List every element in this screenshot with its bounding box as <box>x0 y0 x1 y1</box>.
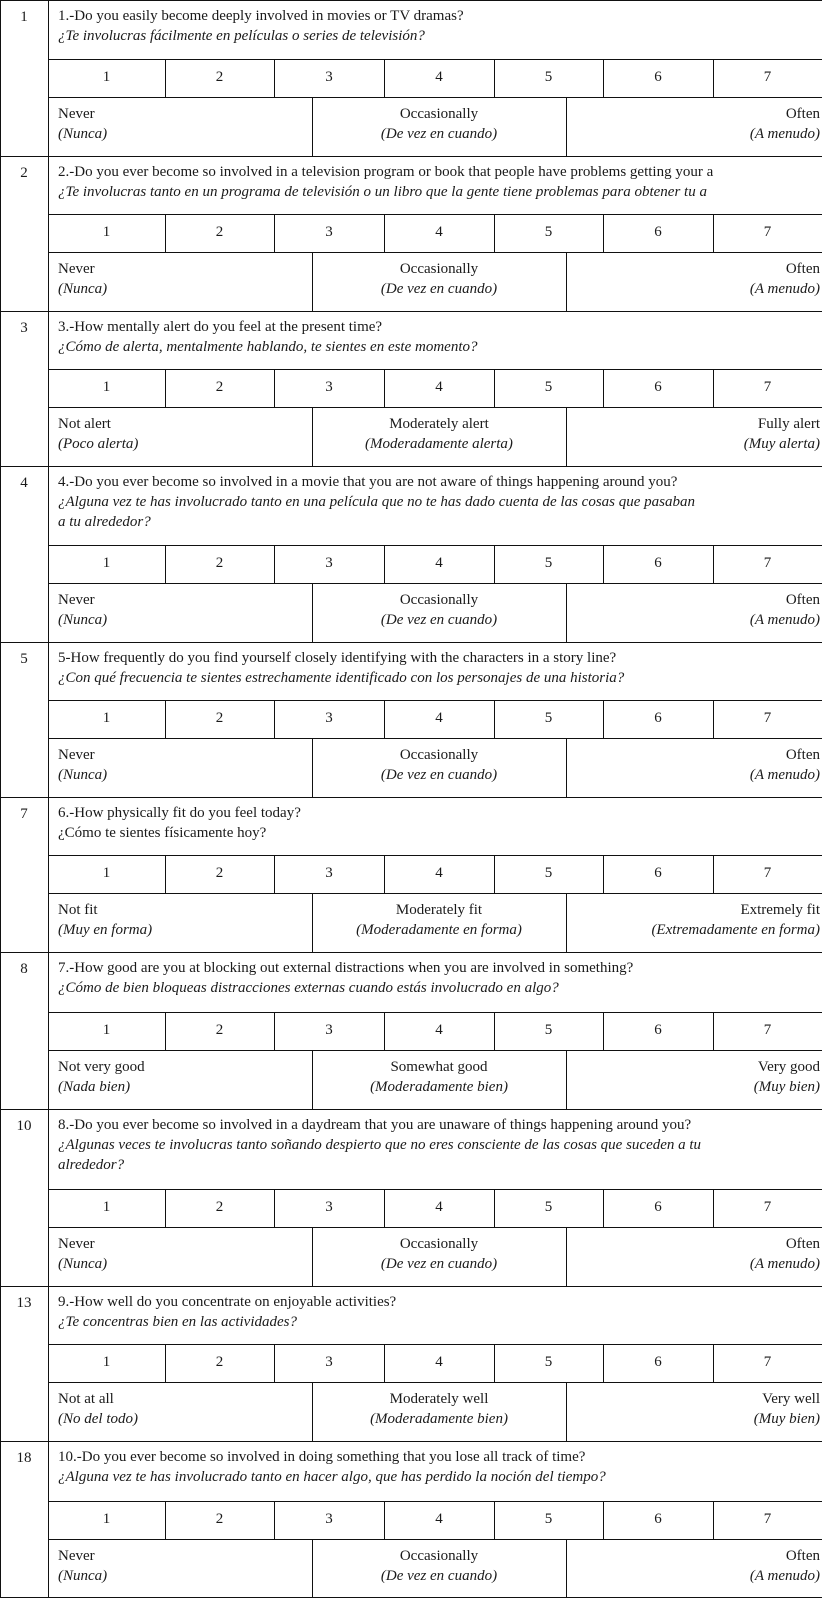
scale-option[interactable]: 1 <box>102 710 111 726</box>
scale-option[interactable]: 5 <box>544 224 553 240</box>
anchor-english: Somewhat good <box>390 1059 488 1075</box>
scale-option[interactable]: 1 <box>102 1354 111 1370</box>
anchor-spanish: (Nunca) <box>58 612 108 628</box>
anchor-english: Occasionally <box>399 592 479 608</box>
scale-anchor-high <box>750 1234 820 1274</box>
scale-option[interactable]: 7 <box>763 1199 772 1215</box>
scale-option[interactable]: 1 <box>102 1199 111 1215</box>
scale-option[interactable]: 2 <box>215 555 224 571</box>
question-english: 5-How frequently do you find yourself closely identifying with the characters in a story line? <box>58 650 617 666</box>
rule <box>0 642 822 643</box>
anchor-spanish: (A menudo) <box>749 126 820 142</box>
scale-option[interactable]: 2 <box>215 1022 224 1038</box>
scale-anchor-high <box>754 1057 820 1097</box>
question-text <box>58 648 822 688</box>
anchor-english: Never <box>58 747 95 763</box>
scale-option[interactable]: 6 <box>654 69 662 85</box>
rule <box>48 252 822 253</box>
rule <box>566 1050 567 1109</box>
scale-option[interactable]: 2 <box>215 69 224 85</box>
item-number: 2 <box>20 165 28 181</box>
question-spanish: ¿Cómo de bien bloqueas distracciones externas cuando estás involucrado en algo? <box>58 980 559 996</box>
scale-anchor-low <box>58 745 107 785</box>
rule <box>48 407 822 408</box>
anchor-spanish: (Moderadamente bien) <box>370 1079 508 1095</box>
rule <box>0 0 822 1</box>
scale-option[interactable]: 5 <box>544 1511 553 1527</box>
item-number: 4 <box>20 475 28 491</box>
scale-anchor-high <box>750 259 820 299</box>
anchor-spanish: (De vez en cuando) <box>380 281 498 297</box>
anchor-spanish: (A menudo) <box>749 1256 820 1272</box>
scale-anchor-mid <box>312 745 566 785</box>
scale-option[interactable]: 7 <box>763 379 772 395</box>
scale-anchor-mid <box>312 259 566 299</box>
anchor-spanish: (No del todo) <box>58 1411 138 1427</box>
scale-anchor-high <box>750 1546 820 1586</box>
scale-anchor-mid <box>312 1057 566 1097</box>
question-spanish: ¿Te involucras fácilmente en películas o series de televisión? <box>58 28 425 44</box>
scale-option[interactable]: 4 <box>435 69 443 85</box>
anchor-english: Occasionally <box>399 747 479 763</box>
question-english: 9.-How well do you concentrate on enjoyable activities? <box>58 1294 397 1310</box>
anchor-spanish: (Moderadamente bien) <box>370 1411 508 1427</box>
scale-option[interactable]: 7 <box>763 710 772 726</box>
scale-anchor-low <box>58 259 107 299</box>
scale-option[interactable]: 5 <box>544 1354 553 1370</box>
scale-option[interactable]: 1 <box>102 1022 111 1038</box>
scale-anchor-high <box>754 1389 820 1429</box>
question-text <box>58 1447 822 1487</box>
question-english: 3.-How mentally alert do you feel at the present time? <box>58 319 383 335</box>
rule <box>566 1382 567 1441</box>
rule <box>566 893 567 952</box>
scale-anchor-low <box>58 414 138 454</box>
scale-option[interactable]: 4 <box>435 865 443 881</box>
rule <box>0 311 822 312</box>
scale-option[interactable]: 7 <box>763 224 772 240</box>
anchor-english: Often <box>785 261 820 277</box>
scale-option[interactable]: 5 <box>544 69 553 85</box>
item-number: 18 <box>16 1450 32 1466</box>
scale-anchor-low <box>58 590 107 630</box>
scale-anchor-high <box>750 590 820 630</box>
scale-anchor-mid <box>312 414 566 454</box>
scale-option[interactable]: 2 <box>215 224 224 240</box>
scale-option[interactable]: 6 <box>654 1022 662 1038</box>
scale-anchor-low <box>58 1389 138 1429</box>
rule <box>48 1227 822 1228</box>
question-english: 8.-Do you ever become so involved in a daydream that you are unaware of things happening around you? <box>58 1117 692 1133</box>
scale-anchor-high <box>750 745 820 785</box>
anchor-spanish: (A menudo) <box>749 1568 820 1584</box>
question-english: 10.-Do you ever become so involved in doing something that you lose all track of time? <box>58 1449 586 1465</box>
scale-anchor-low <box>58 900 152 940</box>
scale-option[interactable]: 7 <box>763 555 772 571</box>
scale-option[interactable]: 1 <box>102 1511 111 1527</box>
rule <box>48 1539 822 1540</box>
scale-option[interactable]: 3 <box>325 1022 333 1038</box>
scale-option[interactable]: 1 <box>102 69 111 85</box>
item-number: 13 <box>16 1295 32 1311</box>
anchor-spanish: (De vez en cuando) <box>380 1256 498 1272</box>
scale-option[interactable]: 4 <box>435 1199 443 1215</box>
question-text <box>58 472 822 532</box>
scale-option[interactable]: 5 <box>544 865 553 881</box>
anchor-spanish: (A menudo) <box>749 612 820 628</box>
scale-option[interactable]: 7 <box>763 865 772 881</box>
question-spanish: ¿Alguna vez te has involucrado tanto en hacer algo, que has perdido la noción del tiempo? <box>58 1469 606 1485</box>
scale-anchor-low <box>58 1057 145 1097</box>
rule <box>48 583 822 584</box>
rule <box>48 738 822 739</box>
rule <box>566 97 567 156</box>
rule <box>0 952 822 953</box>
question-english: 6.-How physically fit do you feel today? <box>58 805 301 821</box>
rule <box>566 1539 567 1598</box>
question-english: 1.-Do you easily become deeply involved in movies or TV dramas? <box>58 8 464 24</box>
item-number: 10 <box>16 1118 32 1134</box>
question-text <box>58 317 822 357</box>
question-spanish: ¿Algunas veces te involucras tanto soñando despierto que no eres consciente de las cosas que suceden a tu <box>58 1137 702 1153</box>
anchor-spanish: (Muy alerta) <box>743 436 820 452</box>
scale-option[interactable]: 4 <box>435 1354 443 1370</box>
scale-anchor-high <box>750 104 820 144</box>
anchor-spanish: (Nada bien) <box>58 1079 131 1095</box>
anchor-english: Often <box>785 747 820 763</box>
question-spanish: ¿Con qué frecuencia te sientes estrechamente identificado con los personajes de una historia? <box>58 670 625 686</box>
scale-option[interactable]: 6 <box>654 1199 662 1215</box>
anchor-english: Not alert <box>58 416 111 432</box>
scale-option[interactable]: 5 <box>544 710 553 726</box>
question-english: 2.-Do you ever become so involved in a television program or book that people have problems getting your a <box>58 164 714 180</box>
rule <box>48 1050 822 1051</box>
scale-anchor-low <box>58 1546 107 1586</box>
anchor-english: Not fit <box>58 902 98 918</box>
question-text <box>58 1115 822 1175</box>
rule <box>566 583 567 642</box>
anchor-english: Not at all <box>58 1391 114 1407</box>
scale-anchor-low <box>58 1234 107 1274</box>
scale-option[interactable]: 4 <box>435 555 443 571</box>
scale-option[interactable]: 1 <box>102 224 111 240</box>
anchor-english: Often <box>785 1236 820 1252</box>
anchor-spanish: (De vez en cuando) <box>380 767 498 783</box>
scale-option[interactable]: 6 <box>654 555 662 571</box>
anchor-english: Occasionally <box>399 261 479 277</box>
scale-option[interactable]: 5 <box>544 1022 553 1038</box>
anchor-english: Never <box>58 592 95 608</box>
anchor-spanish: (Nunca) <box>58 1256 108 1272</box>
question-text <box>58 958 822 998</box>
question-text <box>58 1292 822 1332</box>
scale-option[interactable]: 1 <box>102 555 111 571</box>
scale-option[interactable]: 3 <box>325 865 333 881</box>
scale-anchor-low <box>58 104 107 144</box>
anchor-english: Never <box>58 261 95 277</box>
anchor-spanish: (Muy bien) <box>753 1411 820 1427</box>
anchor-spanish: (Muy en forma) <box>58 922 153 938</box>
anchor-english: Occasionally <box>399 106 479 122</box>
scale-anchor-mid <box>312 1234 566 1274</box>
item-number: 5 <box>20 651 28 667</box>
anchor-english: Never <box>58 1236 95 1252</box>
question-text <box>58 162 822 202</box>
scale-option[interactable]: 6 <box>654 1511 662 1527</box>
rule <box>0 1441 822 1442</box>
anchor-spanish: (Nunca) <box>58 1568 108 1584</box>
scale-option[interactable]: 3 <box>325 379 333 395</box>
rule <box>0 0 1 1598</box>
scale-anchor-mid <box>312 1546 566 1586</box>
scale-anchor-mid <box>312 900 566 940</box>
anchor-spanish: (De vez en cuando) <box>380 126 498 142</box>
scale-option[interactable]: 2 <box>215 379 224 395</box>
question-spanish: ¿Cómo te sientes físicamente hoy? <box>58 825 267 841</box>
scale-option[interactable]: 2 <box>215 1199 224 1215</box>
scale-option[interactable]: 5 <box>544 555 553 571</box>
rule <box>0 797 822 798</box>
scale-option[interactable]: 6 <box>654 865 662 881</box>
scale-option[interactable]: 3 <box>325 710 333 726</box>
anchor-english: Moderately alert <box>389 416 489 432</box>
anchor-spanish: (Muy bien) <box>753 1079 820 1095</box>
rule <box>566 252 567 311</box>
scale-option[interactable]: 1 <box>102 865 111 881</box>
scale-option[interactable]: 7 <box>763 1511 772 1527</box>
scale-option[interactable]: 6 <box>654 379 662 395</box>
scale-option[interactable]: 6 <box>654 224 662 240</box>
anchor-english: Extremely fit <box>740 902 820 918</box>
item-number: 3 <box>20 320 28 336</box>
scale-option[interactable]: 6 <box>654 1354 662 1370</box>
anchor-english: Never <box>58 1548 95 1564</box>
question-text <box>58 803 822 843</box>
anchor-english: Fully alert <box>757 416 820 432</box>
scale-option[interactable]: 4 <box>435 1511 443 1527</box>
scale-anchor-mid <box>312 104 566 144</box>
scale-option[interactable]: 3 <box>325 555 333 571</box>
anchor-english: Never <box>58 106 95 122</box>
rule <box>566 738 567 797</box>
anchor-spanish: (Nunca) <box>58 281 108 297</box>
scale-option[interactable]: 4 <box>435 379 443 395</box>
rule <box>0 1109 822 1110</box>
anchor-spanish: (Extremadamente en forma) <box>651 922 820 938</box>
anchor-spanish: (De vez en cuando) <box>380 1568 498 1584</box>
scale-option[interactable]: 5 <box>544 1199 553 1215</box>
rule <box>0 1286 822 1287</box>
question-spanish: a tu alrededor? <box>58 514 151 530</box>
anchor-spanish: (Moderadamente alerta) <box>365 436 513 452</box>
rule <box>0 466 822 467</box>
rule <box>0 156 822 157</box>
anchor-spanish: (A menudo) <box>749 767 820 783</box>
anchor-english: Often <box>785 1548 820 1564</box>
anchor-spanish: (Nunca) <box>58 126 108 142</box>
scale-option[interactable]: 1 <box>102 379 111 395</box>
question-spanish: ¿Alguna vez te has involucrado tanto en una película que no te has dado cuenta de las cosas que pasaban <box>58 494 695 510</box>
scale-option[interactable]: 3 <box>325 224 333 240</box>
anchor-english: Occasionally <box>399 1236 479 1252</box>
scale-option[interactable]: 7 <box>763 1022 772 1038</box>
scale-option[interactable]: 2 <box>215 710 224 726</box>
anchor-english: Often <box>785 592 820 608</box>
scale-option[interactable]: 3 <box>325 69 333 85</box>
scale-option[interactable]: 7 <box>763 69 772 85</box>
scale-anchor-high <box>744 414 820 454</box>
anchor-spanish: (Poco alerta) <box>58 436 139 452</box>
scale-anchor-mid <box>312 1389 566 1429</box>
scale-option[interactable]: 5 <box>544 379 553 395</box>
anchor-english: Moderately fit <box>395 902 483 918</box>
scale-option[interactable]: 4 <box>435 224 443 240</box>
scale-anchor-high <box>651 900 820 940</box>
anchor-spanish: (A menudo) <box>749 281 820 297</box>
item-number: 7 <box>20 806 28 822</box>
question-spanish: ¿Cómo de alerta, mentalmente hablando, te sientes en este momento? <box>58 339 478 355</box>
anchor-spanish: (Nunca) <box>58 767 108 783</box>
anchor-english: Not very good <box>58 1059 145 1075</box>
scale-option[interactable]: 7 <box>763 1354 772 1370</box>
question-english: 4.-Do you ever become so involved in a movie that you are not aware of things happening around you? <box>58 474 678 490</box>
rule <box>566 1227 567 1286</box>
scale-option[interactable]: 2 <box>215 1354 224 1370</box>
scale-option[interactable]: 3 <box>325 1199 333 1215</box>
question-spanish: ¿Te involucras tanto en un programa de televisión o un libro que la gente tiene problemas para obtener tu a <box>58 184 707 200</box>
scale-option[interactable]: 2 <box>215 865 224 881</box>
anchor-english: Moderately well <box>389 1391 489 1407</box>
scale-option[interactable]: 4 <box>435 1022 443 1038</box>
scale-option[interactable]: 3 <box>325 1511 333 1527</box>
question-spanish: ¿Te concentras bien en las actividades? <box>58 1314 297 1330</box>
anchor-english: Occasionally <box>399 1548 479 1564</box>
scale-option[interactable]: 4 <box>435 710 443 726</box>
item-number: 8 <box>20 961 28 977</box>
rule <box>48 893 822 894</box>
scale-option[interactable]: 6 <box>654 710 662 726</box>
rule <box>48 1382 822 1383</box>
question-spanish: alrededor? <box>58 1157 125 1173</box>
item-number: 1 <box>20 9 28 25</box>
anchor-english: Often <box>785 106 820 122</box>
anchor-spanish: (De vez en cuando) <box>380 612 498 628</box>
scale-option[interactable]: 2 <box>215 1511 224 1527</box>
rule <box>48 97 822 98</box>
question-text <box>58 6 822 46</box>
question-english: 7.-How good are you at blocking out external distractions when you are involved in something? <box>58 960 634 976</box>
rule <box>566 407 567 466</box>
scale-option[interactable]: 3 <box>325 1354 333 1370</box>
scale-anchor-mid <box>312 590 566 630</box>
anchor-spanish: (Moderadamente en forma) <box>356 922 522 938</box>
anchor-english: Very good <box>757 1059 820 1075</box>
anchor-english: Very well <box>762 1391 820 1407</box>
